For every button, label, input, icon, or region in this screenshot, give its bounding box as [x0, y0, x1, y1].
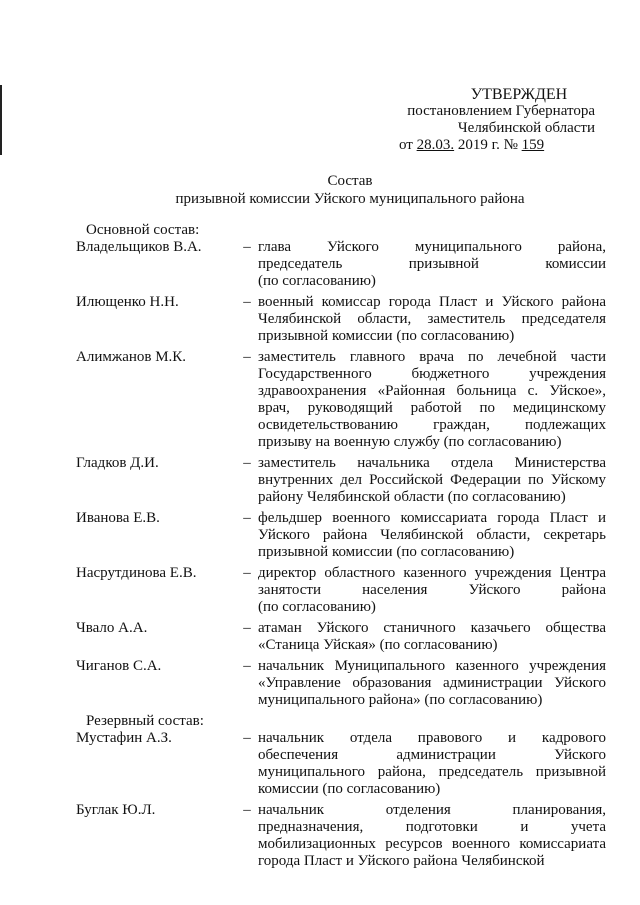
member-name: Буглак Ю.Л.: [76, 802, 156, 818]
position-line: фельдшер военного комиссариата города Пласт и: [258, 510, 606, 526]
position-line: внутренних дел Российской Федерации по Уйскому: [258, 472, 606, 488]
member-name: Алимжанов М.К.: [76, 349, 187, 365]
position-line: (по согласованию): [258, 273, 376, 289]
position-line: Челябинской области, заместитель председателя: [258, 311, 606, 327]
member-name: Чвало А.А.: [76, 620, 148, 636]
member-name: Гладков Д.И.: [76, 455, 159, 471]
position-line: здравоохранения «Районная больница с. Уйское»,: [258, 383, 606, 399]
approval-line-1: постановлением Губернатора: [407, 103, 595, 119]
member-name: Чиганов С.А.: [76, 658, 162, 674]
dash-separator: –: [243, 620, 251, 636]
position-line: «Управление образования администрации Уйского: [258, 675, 606, 691]
position-line: освидетельствованию граждан, подлежащих: [258, 417, 606, 433]
dash-separator: –: [243, 658, 251, 674]
title-line-1: Состав: [327, 173, 373, 189]
member-row: [76, 455, 606, 506]
member-name: Насрутдинова Е.В.: [76, 565, 197, 581]
position-line: начальник Муниципального казенного учреждения: [258, 658, 606, 674]
dash-separator: –: [243, 730, 251, 746]
position-line: начальник отделения планирования,: [258, 802, 606, 818]
position-line: району Челябинской области (по согласованию): [258, 489, 566, 505]
member-row: [76, 565, 606, 616]
approval-line-2: Челябинской области: [457, 120, 595, 136]
position-line: директор областного казенного учреждения Центра: [258, 565, 606, 581]
member-position: [258, 730, 606, 798]
document-title: [150, 172, 550, 208]
member-row: [76, 294, 606, 345]
member-row: [76, 802, 606, 870]
main-composition-label: Основной состав:: [86, 222, 200, 238]
member-name: Владельщиков В.А.: [76, 239, 202, 255]
member-name: Мустафин А.З.: [76, 730, 172, 746]
member-row: [76, 239, 606, 290]
position-line: обеспечения администрации Уйского: [258, 747, 606, 763]
dash-separator: –: [243, 565, 251, 581]
dash-separator: –: [243, 294, 251, 310]
member-row: [76, 730, 606, 798]
member-row: [76, 620, 606, 654]
position-line: занятости населения Уйского района: [258, 582, 606, 598]
position-line: глава Уйского муниципального района,: [258, 239, 606, 255]
position-line: мобилизационных ресурсов военного комиссариата: [258, 836, 606, 852]
member-position: [258, 620, 606, 654]
commission-roster: [76, 222, 606, 870]
reserve-composition-label: Резервный состав:: [86, 713, 204, 729]
dash-separator: –: [243, 349, 251, 365]
dash-separator: –: [243, 239, 251, 255]
member-name: Илющенко Н.Н.: [76, 294, 179, 310]
position-line: Уйского района Челябинской области, секретарь: [258, 527, 606, 543]
main-member-list: [76, 239, 606, 709]
position-line: призывной комиссии (по согласованию): [258, 544, 515, 560]
approval-stamp: [395, 86, 595, 154]
approval-date-line: [395, 137, 595, 154]
member-row: [76, 658, 606, 709]
member-position: [258, 239, 606, 290]
position-line: врач, руководящий работой по медицинскому: [258, 400, 606, 416]
position-line: Государственного бюджетного учреждения: [258, 366, 606, 382]
position-line: заместитель главного врача по лечебной части: [258, 349, 606, 365]
title-line-2: призывной комиссии Уйского муниципального района: [175, 191, 525, 207]
position-line: призывной комиссии (по согласованию): [258, 328, 515, 344]
position-line: атаман Уйского станичного казачьего общества: [258, 620, 606, 636]
member-position: [258, 510, 606, 561]
member-name: Иванова Е.В.: [76, 510, 160, 526]
position-line: города Пласт и Уйского района Челябинской: [258, 853, 545, 869]
member-position: [258, 349, 606, 451]
member-position: [258, 565, 606, 616]
date-prefix: от: [399, 137, 417, 153]
dash-separator: –: [243, 802, 251, 818]
position-line: военный комиссар города Пласт и Уйского района: [258, 294, 606, 310]
position-line: «Станица Уйская» (по согласованию): [258, 637, 498, 653]
scan-margin-line: [0, 85, 2, 155]
member-position: [258, 294, 606, 345]
approval-number: 159: [521, 137, 545, 153]
approval-date: 28.03.: [416, 137, 455, 153]
position-line: председатель призывной комиссии: [258, 256, 606, 272]
position-line: комиссии (по согласованию): [258, 781, 441, 797]
position-line: призыву на военную службу (по согласованию): [258, 434, 562, 450]
member-row: [76, 510, 606, 561]
reserve-member-list: [76, 730, 606, 870]
member-position: [258, 455, 606, 506]
position-line: предназначения, подготовки и учета: [258, 819, 606, 835]
position-line: заместитель начальника отдела Министерства: [258, 455, 606, 471]
date-middle: 2019 г. №: [454, 137, 522, 153]
dash-separator: –: [243, 510, 251, 526]
member-position: [258, 658, 606, 709]
position-line: (по согласованию): [258, 599, 376, 615]
position-line: начальник отдела правового и кадрового: [258, 730, 606, 746]
position-line: муниципального района» (по согласованию): [258, 692, 543, 708]
member-row: [76, 349, 606, 451]
position-line: муниципального района, председатель призывной: [258, 764, 606, 780]
approval-heading: УТВЕРЖДЕН: [470, 86, 568, 103]
member-position: [258, 802, 606, 870]
dash-separator: –: [243, 455, 251, 471]
